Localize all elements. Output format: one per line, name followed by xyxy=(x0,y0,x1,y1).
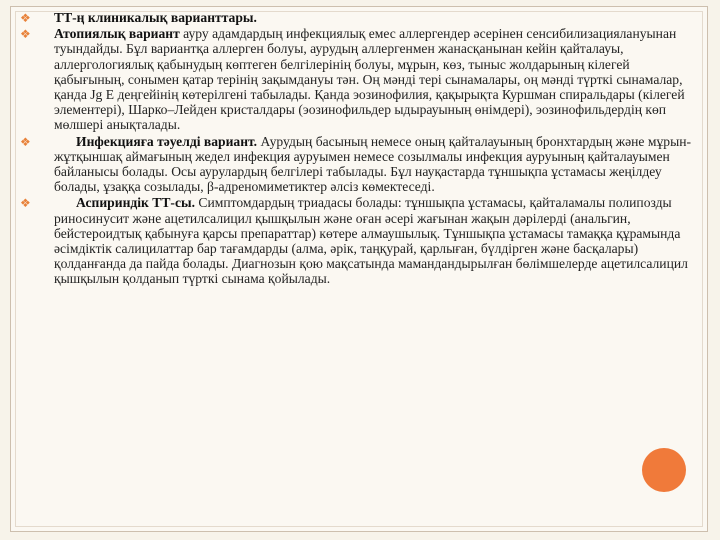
item-heading: Атопиялық вариант xyxy=(54,26,180,42)
item-text: ауру адамдардың инфекциялық емес аллергендер әсерінен сенсибилизациялануынан туындайды. Бұл вариантқа аллерген болуы, аурудың аллергенмен жанасқанынан кейін қайталауы, аллергологиялық қабынудың көптеген белгілерінің болуы, мұрын, көз, тыныс жолдарының кілегей қабығының, сонымен қатар терінің зақымдануы тән. Оң мәнді тері сынамалары, оң мәнді түрткі сынамалар, қанда Jg E деңгейінің көтерілгені табылады. Қанда эозинофилия, қақырықта Куршман спиральдары (кілегей элементері), Шарко–Лейден кристалдары (эозинофильдер ыдырауының өнімдері), эозинофильдердің көп мөлшері анықталады. xyxy=(54,26,685,133)
list-item-atopic xyxy=(18,26,698,132)
item-heading: ТТ-ң клиникалық варианттары. xyxy=(54,10,257,25)
item-text: Симптомдардың триадасы болады: тұншықпа ұстамасы, қайталамалы полипозды риносинусит және ацетилсалицил қышқылын және оған әсері жағынан жақын дәрілерді (анальгин, бейстероидтық қабынуға қарсы препараттар) көтере алмаушылық. Тұншықпа ұстамасы тамаққа құрамында әсімдіктік салицилаттар бар тағамдарды (алма, әрік, таңқурай, қарлыған, бүлдірген және басқалары) қолданғанда да пайда болады. Диагнозын қою мақсатында мамандандырылған бөлімшелерде ацетилсалицил қышқылын қолданып түрткі сынама қойылады. xyxy=(54,195,688,287)
item-heading: Инфекцияға тәуелді вариант. xyxy=(76,133,258,149)
diamond-bullet-icon: ❖ xyxy=(20,196,31,211)
item-text: Аурудың басының немесе оның қайталауының бронхтардың және мұрын-жұтқыншақ аймағының жедел инфекция ауруымен немесе созылмалы инфекция ауруының қайталауымен байланысы болады. Осы аурулардың белгілері табылады. Бұл науқастарда тұншықпа ұстамасы жеңілдеу болады, ұзаққа созылады, β-адреномиметиктер әлсіз көмектеседі. xyxy=(54,133,691,195)
list-item-infection xyxy=(18,134,698,195)
diamond-bullet-icon: ❖ xyxy=(20,27,31,42)
diamond-bullet-icon: ❖ xyxy=(20,134,31,149)
slide-content xyxy=(18,10,698,288)
list-item-aspirin xyxy=(18,195,698,286)
orange-circle-decoration xyxy=(642,448,686,492)
item-heading: Аспириндік ТТ-сы. xyxy=(76,195,195,211)
diamond-bullet-icon: ❖ xyxy=(20,11,31,25)
list-item-variants-heading xyxy=(18,10,698,25)
